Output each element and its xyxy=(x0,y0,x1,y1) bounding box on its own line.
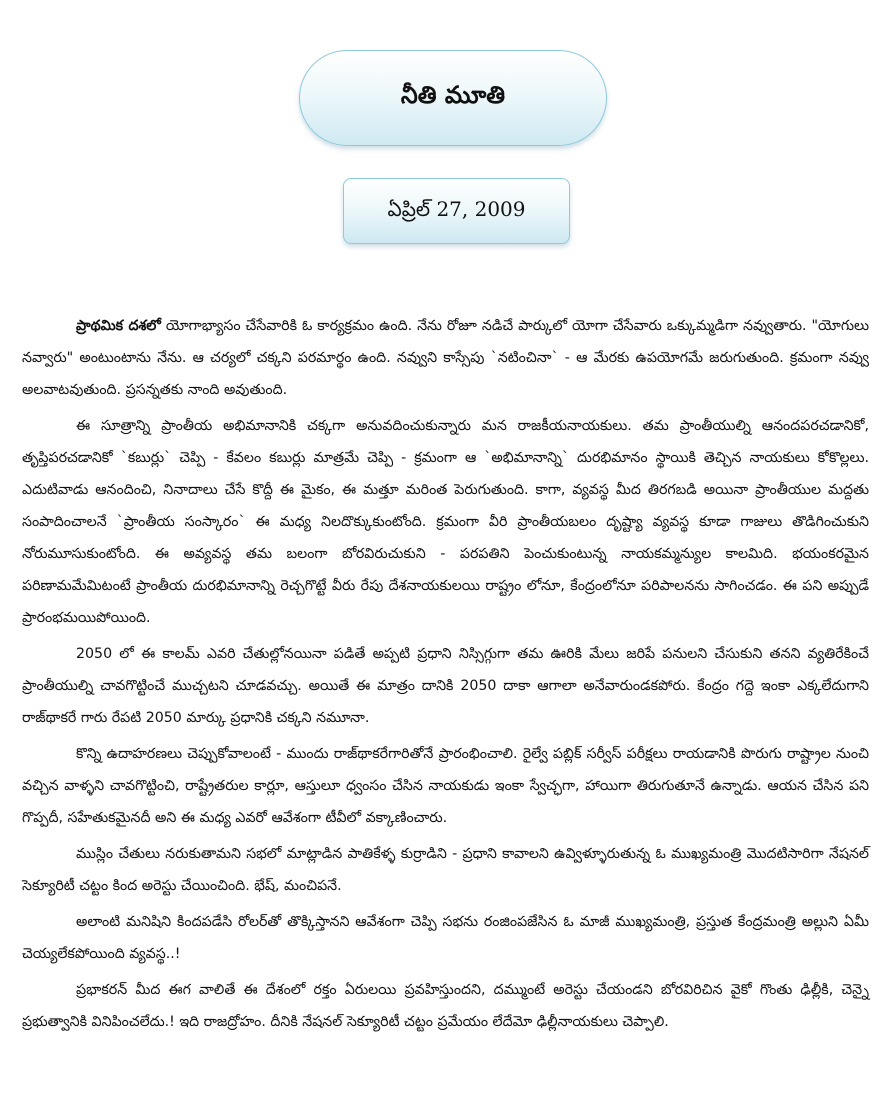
paragraph-2: ఈ సూత్రాన్ని ప్రాంతీయ అభిమానానికి చక్కగా అనువదించుకున్నారు మన రాజకీయనాయకులు. తమ ప్రాంతీయుల్ని ఆనందపరచడానికో, తృప్తిపరచడానికో `కబుర్లు` చెప్పి - కేవలం కబుర్లు మాత్రమే చెప్పి - క్రమంగా ఆ `అభిమానాన్ని` దురభిమానం స్థాయికి తెచ్చిన నాయకులు కోకొల్లలు. ఎదుటివాడు ఆనందించి, నినాదాలు చేసే కొద్దీ ఈ మైకం, ఈ మత్తూ మరింత పెరుగుతుంది. కాగా, వ్యవస్థ మీద తిరగబడి అయినా ప్రాంతీయుల మద్దతు సంపాదించాలనే `ప్రాంతీయ సంస్కారం` ఈ మధ్య నిలదొక్కుకుంటోంది. క్రమంగా వీరి ప్రాంతీయబలం దృష్ట్యా వ్యవస్థ కూడా గాజులు తొడిగించుకుని నోరుమూసుకుంటోంది. ఈ అవ్యవస్థ తమ బలంగా బోరవిరుచుకుని - పరపతిని పెంచుకుంటున్న నాయకమ్మన్యుల కాలమిది. భయంకరమైన పరిణామమేమిటంటే ప్రాంతీయ దురభిమానాన్ని రెచ్చగొట్టే వీరు రేపు దేశనాయకులయి రాష్ట్రం లోనూ, కేంద్రంలోనూ పరిపాలనను సాగించడం. ఈ పని అప్పుడే ప్రారంభమయిపోయింది. xyxy=(22,418,869,626)
lead-phrase: ప్రాథమిక దశలో xyxy=(76,318,161,334)
page-title: నీతి మూతి xyxy=(400,81,506,109)
paragraph-6: అలాంటి మనిషిని కిందపడేసి రోలర్‌తో తొక్కిస్తానని ఆవేశంగా చెప్పి సభను రంజింపజేసిన ఓ మాజీ ముఖ్యమంత్రి, ప్రస్తుత కేంద్రమంత్రి అల్లుని ఏమీ చెయ్యలేకపోయింది వ్యవస్థ..! xyxy=(22,914,869,962)
article-body xyxy=(22,310,869,1042)
title-banner xyxy=(299,50,607,146)
paragraph-1 xyxy=(22,310,869,406)
date-banner xyxy=(343,178,570,244)
paragraph-7: ప్రభాకరన్ మీద ఈగ వాలితే ఈ దేశంలో రక్తం ఏరులయి ప్రవహిస్తుందని, దమ్ముంటే అరెస్టు చేయండని బోరవిరిచిన వైకో గొంతు ఢిల్లీకి, చెన్నై ప్రభుత్వానికి వినిపించలేదు.! ఇది రాజద్రోహం. దీనికి నేషనల్ సెక్యూరిటీ చట్టం ప్రమేయం లేదేమో ఢిల్లీనాయకులు చెప్పాలి. xyxy=(22,982,869,1030)
paragraph-1-text: యోగాభ్యాసం చేసేవారికి ఓ కార్యక్రమం ఉంది. నేను రోజూ నడిచే పార్కులో యోగా చేసేవారు ఒక్కుమ్మడిగా నవ్వుతారు. "యోగులు నవ్వారు" అంటుంటాను నేను. ఆ చర్యలో చక్కని పరమార్థం ఉంది. నవ్వుని కాస్సేపు `నటించినా` - ఆ మేరకు ఉపయోగమే జరుగుతుంది. క్రమంగా నవ్వు అలవాటవుతుంది. ప్రసన్నతకు నాంది అవుతుంది. xyxy=(22,318,869,398)
paragraph-4: కొన్ని ఉదాహరణలు చెప్పుకోవాలంటే - ముందు రాజ్‌థాకరేగారితోనే ప్రారంభించాలి. రైల్వే పబ్లిక్ సర్వీస్ పరీక్షలు రాయడానికి పొరుగు రాష్ట్రాల నుంచి వచ్చిన వాళ్ళని చావగొట్టించి, రాష్ట్రేతరుల కార్లూ, ఆస్తులూ ధ్వంసం చేసిన నాయకుడు ఇంకా స్వేచ్ఛగా, హాయిగా తిరుగుతూనే ఉన్నాడు. ఆయన చేసిన పని గొప్పదీ, సహేతుకమైనదీ అని ఈ మధ్య ఎవరో ఆవేశంగా టీవీలో వక్కాణించారు. xyxy=(22,746,869,826)
paragraph-3: 2050 లో ఈ కాలమ్ ఎవరి చేతుల్లోనయినా పడితే అప్పటి ప్రధాని నిస్సిగ్గుగా తమ ఊరికి మేలు జరిపే పనులని చేసుకుని తనని వ్యతిరేకించే ప్రాంతీయుల్ని చావగొట్టించే ముచ్చటని చూడవచ్చు. అయితే ఈ మాత్రం దానికి 2050 దాకా ఆగాలా అనేవారుండకపోరు. కేంద్రం గద్దె ఇంకా ఎక్కలేదుగాని రాజ్‌థాకరే గారు రేపటి 2050 మార్కు ప్రధానికి చక్కని నమూనా. xyxy=(22,646,870,726)
paragraph-5: ముస్లిం చేతులు నరుకుతామని సభలో మాట్లాడిన పాతికేళ్ళ కుర్రాడిని - ప్రధాని కావాలని ఉవ్విళ్ళూరుతున్న ఓ ముఖ్యమంత్రి మొదటిసారిగా నేషనల్ సెక్యూరిటీ చట్టం కింద అరెస్టు చేయించింది. భేష్, మంచిపనే. xyxy=(22,846,869,894)
post-date: ఏప్రిల్ 27, 2009 xyxy=(387,196,526,221)
